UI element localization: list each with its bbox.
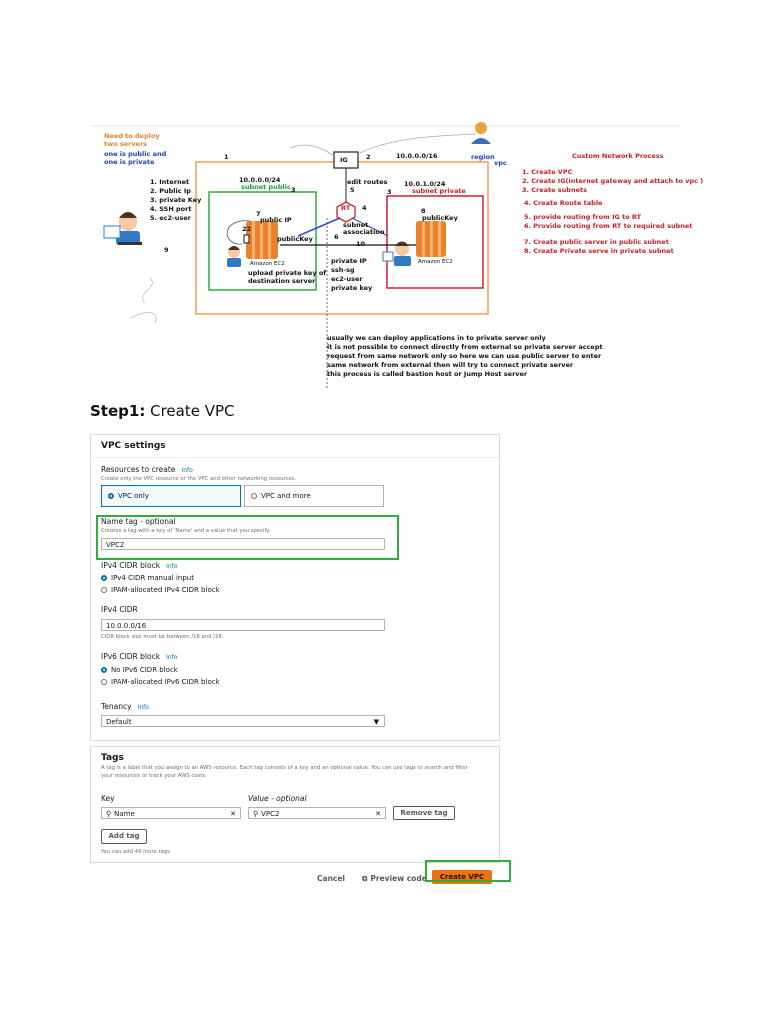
process-step-4: 4. Create Route table bbox=[524, 199, 603, 207]
requirement-5: 5. ec2-user bbox=[150, 214, 191, 222]
step-num-9: 9 bbox=[164, 246, 169, 254]
step-num-6: 6 bbox=[334, 233, 339, 241]
ipv6-block-label-text: IPv6 CIDR block bbox=[101, 652, 161, 661]
tag-value-value: VPC2 bbox=[261, 810, 280, 818]
process-step-5: 5. provide routing from IG to RT bbox=[524, 213, 642, 221]
public-cidr: 10.0.0.0/24 bbox=[239, 176, 281, 184]
vpc-and-more-radio[interactable] bbox=[251, 492, 311, 500]
ipv4-info-link[interactable]: Info bbox=[166, 563, 178, 570]
explanation-line-5: this process is called bastion host or Jump Host server bbox=[327, 370, 528, 378]
clear-icon[interactable]: ✕ bbox=[375, 810, 381, 818]
name-tag-highlight bbox=[96, 515, 399, 560]
name-tag-desc: Creates a tag with a key of 'Name' and a value that you specify. bbox=[101, 528, 271, 534]
upload-note-1: upload private key of bbox=[248, 269, 327, 277]
tags-title: Tags bbox=[101, 753, 124, 763]
ipv4-cidr-input[interactable]: 10.0.0.0/16 bbox=[101, 619, 385, 631]
ipv4-manual-radio[interactable] bbox=[101, 574, 194, 582]
caret-down-icon: ▼ bbox=[373, 718, 379, 726]
public-subnet-label: subnet public bbox=[241, 183, 291, 191]
create-vpc-highlight bbox=[425, 860, 511, 882]
edit-routes: edit routes bbox=[347, 178, 388, 186]
add-tag-button[interactable]: Add tag bbox=[101, 829, 147, 844]
requirement-2: 2. Public Ip bbox=[150, 187, 191, 195]
step-num-3b: 3 bbox=[387, 188, 392, 196]
panel-divider bbox=[91, 457, 499, 458]
tenancy-select[interactable] bbox=[101, 715, 385, 727]
vpc-only-label: VPC only bbox=[118, 492, 149, 500]
ipv4-cidr-desc: CIDR block size must be between /16 and /28. bbox=[101, 634, 224, 640]
tag-key-value: Name bbox=[114, 810, 135, 818]
amazon-ec2-public-label: Amazon EC2 bbox=[250, 261, 285, 267]
amazon-ec2-private-label: Amazon EC2 bbox=[418, 259, 453, 265]
process-step-1: 1. Create VPC bbox=[522, 168, 573, 176]
tag-key-label: Key bbox=[101, 794, 115, 803]
tags-desc-2: your resources or track your AWS costs. bbox=[101, 773, 207, 779]
rt-label: RT bbox=[341, 204, 351, 212]
tenancy-value: Default bbox=[106, 718, 132, 726]
vpc-only-option[interactable] bbox=[101, 485, 241, 507]
preview-code-label: Preview code bbox=[370, 874, 427, 883]
intro-line-2: two servers bbox=[104, 140, 148, 148]
create-vpc-button[interactable]: Create VPC bbox=[432, 870, 492, 884]
radio-selected-icon bbox=[108, 493, 114, 499]
ipv4-ipam-label: IPAM-allocated IPv4 CIDR block bbox=[111, 586, 220, 594]
process-step-3: 3. Create subnets bbox=[522, 186, 587, 194]
user-icon bbox=[471, 122, 491, 144]
subnet-assoc-2: association bbox=[343, 228, 385, 236]
explanation-line-1: usually we can deploy applications in to private server only bbox=[327, 334, 546, 342]
ipv4-manual-label: IPv4 CIDR manual input bbox=[111, 574, 194, 582]
developer-avatar-public bbox=[227, 246, 241, 267]
step-num-10: 10 bbox=[356, 240, 366, 248]
search-icon: ⚲ bbox=[106, 810, 112, 818]
requirement-4: 4. SSH port bbox=[150, 205, 192, 213]
region-label: region bbox=[471, 153, 495, 161]
process-step-6: 6. Provide routing from RT to required subnet bbox=[524, 222, 693, 230]
requirement-3: 3. private Key bbox=[150, 196, 202, 204]
step-num-4: 4 bbox=[362, 204, 367, 212]
private-cidr: 10.0.1.0/24 bbox=[404, 180, 446, 188]
resources-label-text: Resources to create bbox=[101, 465, 176, 474]
clear-icon[interactable]: ✕ bbox=[230, 810, 236, 818]
resources-label bbox=[101, 465, 193, 474]
tenancy-info-link[interactable]: Info bbox=[137, 704, 149, 711]
step-num-3a: 3 bbox=[291, 186, 296, 194]
explanation-line-4: same network from external then will try to connect private server bbox=[327, 361, 574, 369]
tag-key-input[interactable] bbox=[101, 807, 241, 819]
code-icon: ⧉ bbox=[362, 874, 368, 883]
vpc-and-more-label: VPC and more bbox=[261, 492, 311, 500]
tag-value-input[interactable] bbox=[248, 807, 386, 819]
resources-info-link[interactable]: Info bbox=[181, 467, 193, 474]
private-subnet-label: subnet private bbox=[412, 187, 466, 195]
ipv6-ipam-label: IPAM-allocated IPv6 CIDR block bbox=[111, 678, 220, 686]
more-tags-hint: You can add 49 more tags bbox=[101, 849, 170, 855]
tenancy-label bbox=[101, 702, 149, 711]
aws-console-screenshot bbox=[90, 434, 520, 884]
private-list-3: ec2-user bbox=[331, 275, 363, 283]
resources-desc: Create only the VPC resource or the VPC and other networking resources. bbox=[101, 476, 297, 482]
step-heading-bold: Step1: bbox=[90, 402, 146, 420]
remove-tag-button[interactable]: Remove tag bbox=[393, 806, 455, 820]
step-num-2: 2 bbox=[366, 153, 371, 161]
ipv4-cidr-label: IPv4 CIDR bbox=[101, 605, 138, 614]
network-diagram bbox=[90, 118, 704, 390]
intro-blue-line-2: one is private bbox=[104, 158, 155, 166]
name-tag-input[interactable]: VPC2 bbox=[101, 538, 385, 550]
ipv4-ipam-radio[interactable] bbox=[101, 586, 220, 594]
ipv6-none-radio[interactable] bbox=[101, 666, 178, 674]
tag-value-label: Value - optional bbox=[248, 794, 307, 803]
vpc-only-radio[interactable] bbox=[108, 492, 149, 500]
tags-panel bbox=[90, 746, 500, 863]
preview-code-button[interactable] bbox=[362, 874, 427, 884]
ipv6-block-label bbox=[101, 652, 177, 661]
upload-note-2: destination server bbox=[248, 277, 316, 285]
vpc-cidr: 10.0.0.0/16 bbox=[396, 152, 438, 160]
vpc-settings-title: VPC settings bbox=[101, 441, 166, 451]
private-list-4: private key bbox=[331, 284, 373, 292]
explanation-line-3: request from same network only so here we can use public server to enter bbox=[327, 352, 602, 360]
ipv6-none-label: No IPv6 CIDR block bbox=[111, 666, 178, 674]
explanation-line-2: it is not possible to connect directly from external so private server accept bbox=[327, 343, 603, 351]
vpc-settings-panel bbox=[90, 434, 500, 741]
developer-avatar-left bbox=[104, 212, 142, 245]
ipv4-block-label bbox=[101, 561, 177, 570]
public-ip-label: public IP bbox=[260, 216, 292, 224]
intro-line-1: Need to deploy bbox=[104, 132, 160, 140]
process-step-7: 7. Create public server in public subnet bbox=[524, 238, 669, 246]
ig-label: IG bbox=[340, 156, 348, 164]
ipv6-info-link[interactable]: Info bbox=[166, 654, 178, 661]
radio-selected-icon bbox=[101, 575, 107, 581]
ec2-port-num: 22 bbox=[242, 225, 252, 233]
search-icon: ⚲ bbox=[253, 810, 259, 818]
tags-desc-1: A tag is a label that you assign to an AWS resource. Each tag consists of a key and an optional value. You can use tags to search and filter bbox=[101, 765, 468, 771]
private-list-2: ssh-sg bbox=[331, 266, 355, 274]
requirement-1: 1. Internet bbox=[150, 178, 190, 186]
ipv4-block-label-text: IPv4 CIDR block bbox=[101, 561, 161, 570]
radio-unselected-icon bbox=[101, 587, 107, 593]
radio-unselected-icon bbox=[101, 679, 107, 685]
subnet-assoc-1: subnet bbox=[343, 221, 369, 229]
step-num-5: 5 bbox=[350, 186, 355, 194]
ipv6-ipam-radio[interactable] bbox=[101, 678, 220, 686]
private-list-1: private IP bbox=[331, 257, 367, 265]
cancel-button[interactable]: Cancel bbox=[317, 874, 346, 883]
process-step-2: 2. Create IG(internet gateway and attach to vpc ) bbox=[522, 177, 704, 185]
public-ip-num: 7 bbox=[256, 210, 261, 218]
private-public-key: publicKey bbox=[422, 214, 458, 222]
process-title: Custom Network Process bbox=[572, 152, 664, 160]
radio-unselected-icon bbox=[251, 493, 257, 499]
vpc-label: vpc bbox=[494, 159, 507, 167]
vpc-and-more-option[interactable] bbox=[244, 485, 384, 507]
public-key-label: publicKey bbox=[277, 235, 313, 243]
radio-selected-icon bbox=[101, 667, 107, 673]
step-heading-text: Create VPC bbox=[145, 402, 235, 420]
step-heading bbox=[90, 402, 235, 420]
private-server-num: 8 bbox=[421, 207, 426, 215]
tenancy-label-text: Tenancy bbox=[101, 702, 132, 711]
process-step-8: 8. Create Private serve in private subnet bbox=[524, 247, 674, 255]
name-tag-label: Name tag - optional bbox=[101, 517, 176, 526]
intro-blue-line-1: one is public and bbox=[104, 150, 167, 158]
step-num-1: 1 bbox=[224, 153, 229, 161]
